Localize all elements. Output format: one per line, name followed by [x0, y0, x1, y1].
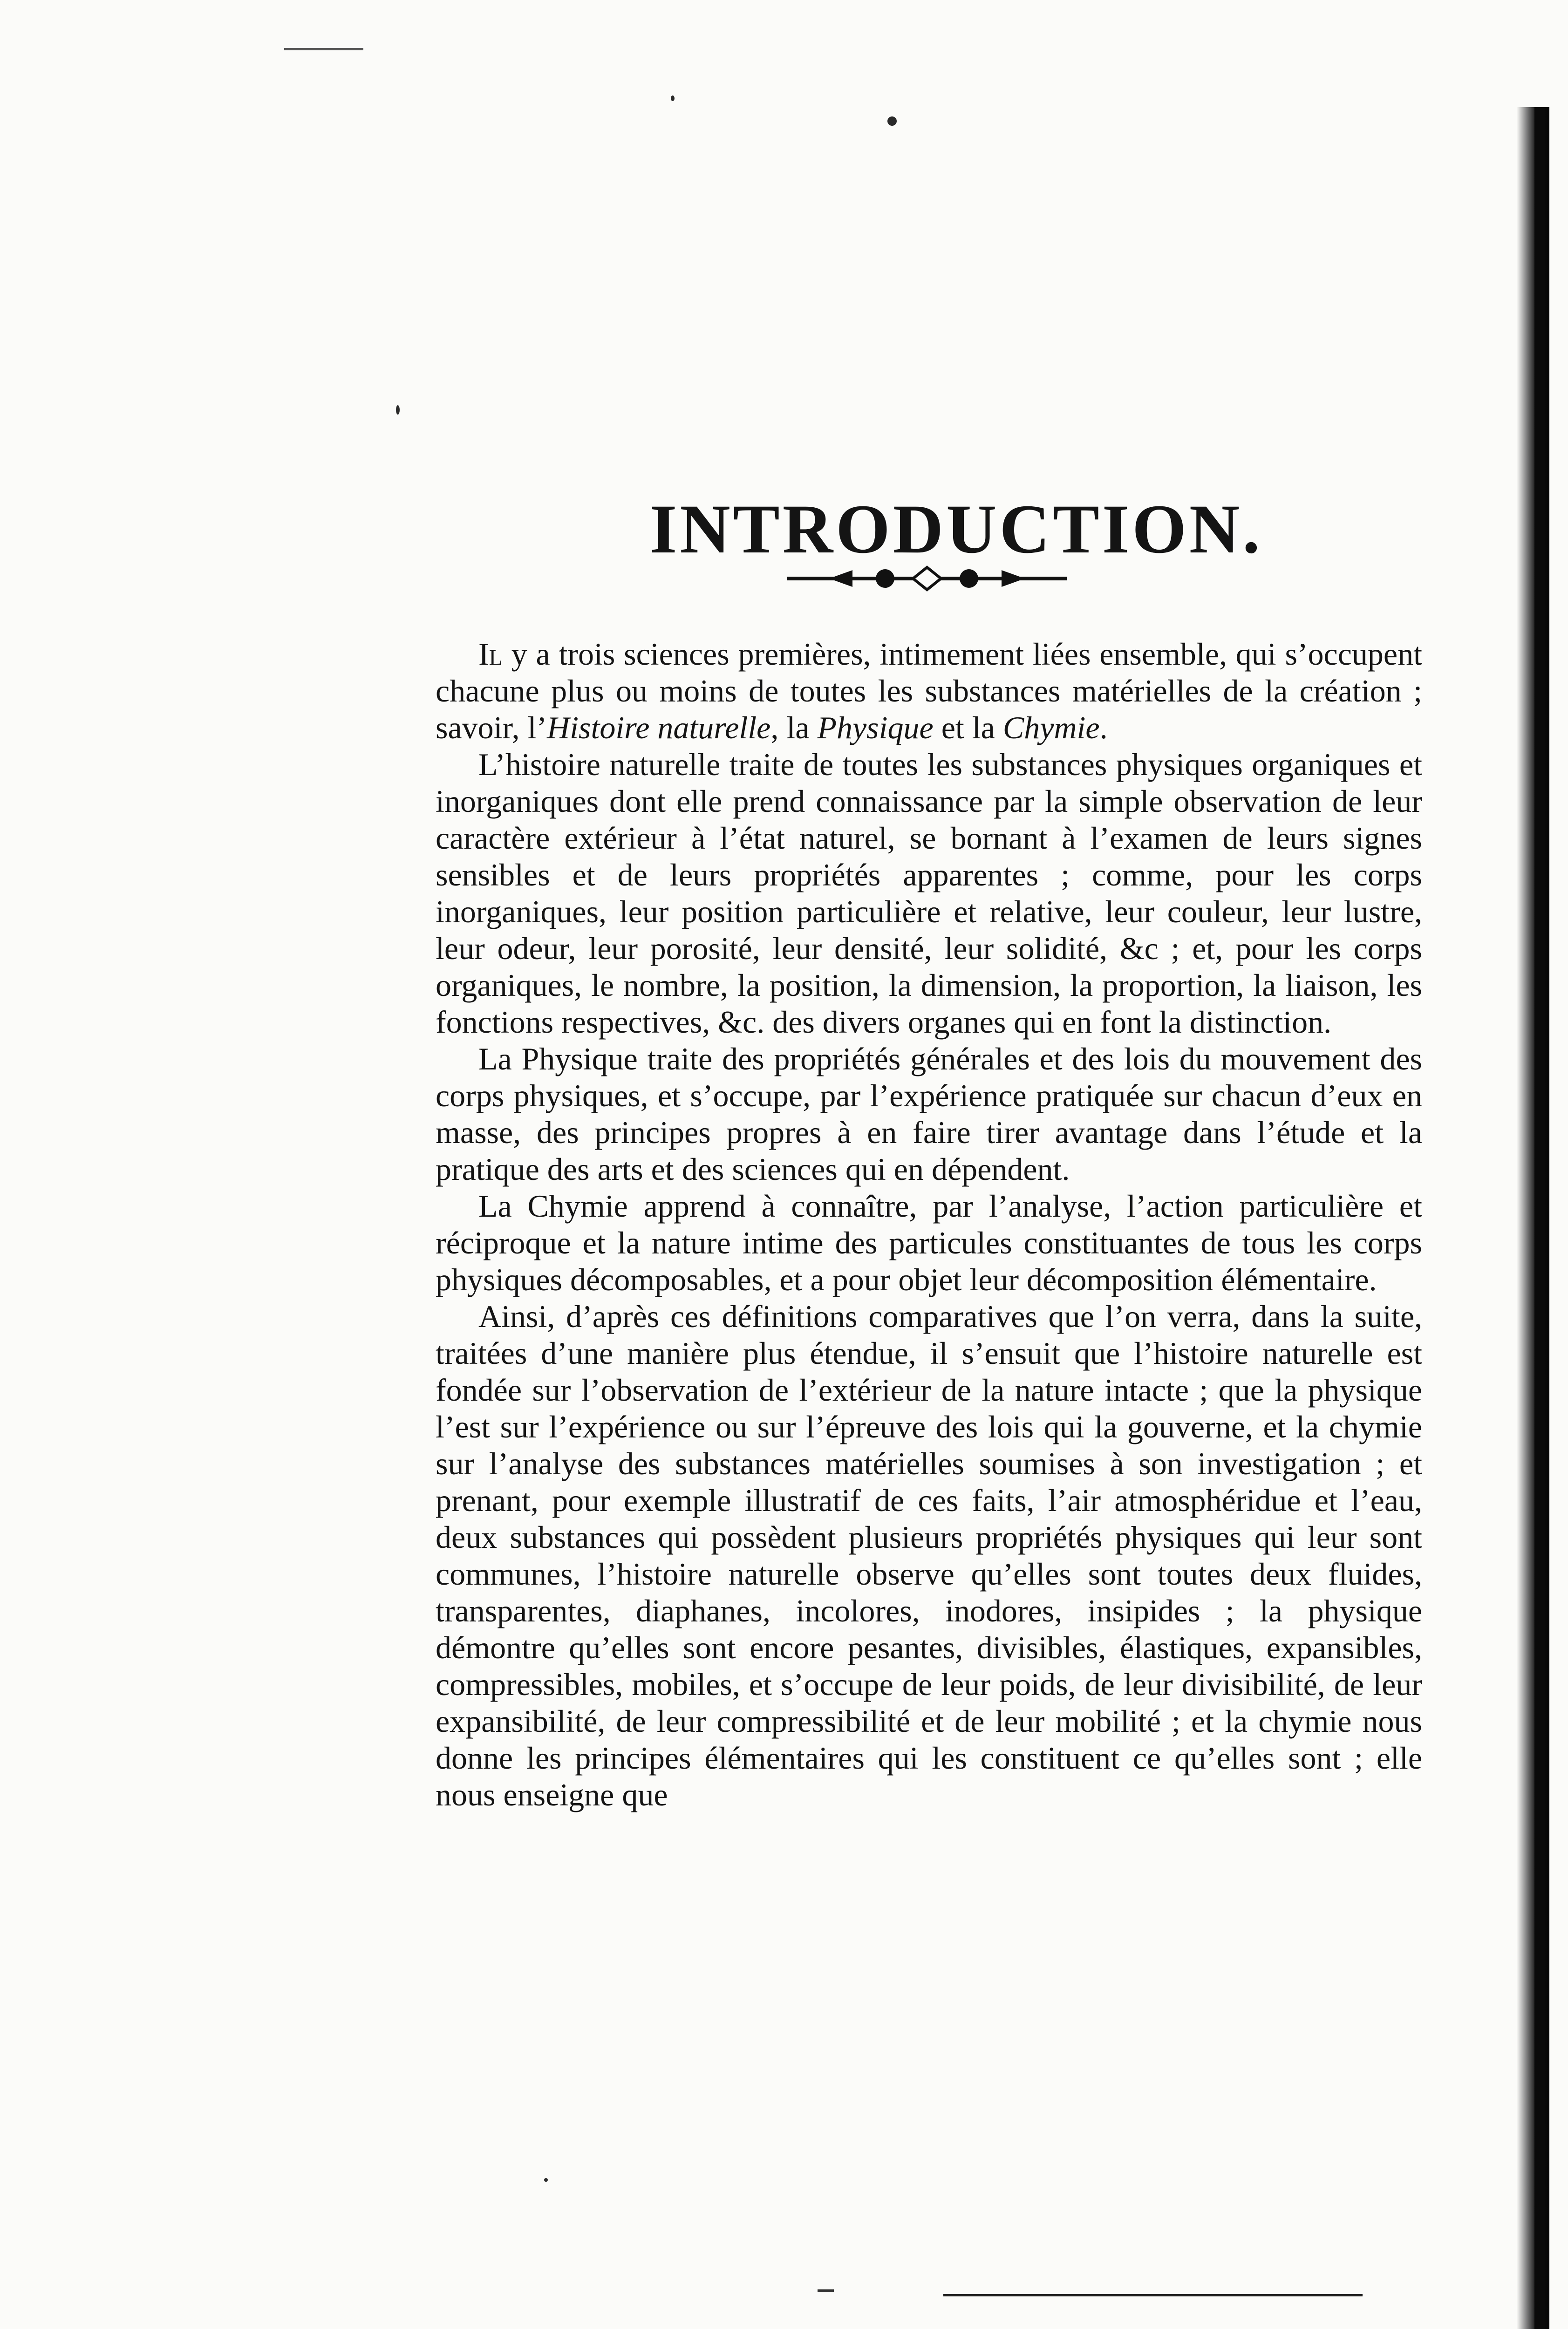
text-run: L’histoire naturelle traite de toutes les substances physiques organiques et inorganiques dont elle prend connaissance par la simple observation de leur caractère extérieur à l’état naturel, se bornant à l’examen de leurs signes sensibles et de leurs propriétés apparentes ; comme, pour les corps inorganiques, leur position particulière et relative, leur couleur, leur lustre, leur odeur, leur porosité, leur densité, leur solidité, &c ; et, pour les corps organiques, le nombre, la position, la dimension, la proportion, la liaison, les fonctions respectives, &c. des divers organes qui en font la distinction.: [436, 747, 1422, 1040]
paragraph: [436, 636, 1422, 746]
scan-speck: [887, 116, 897, 126]
paragraph: [436, 746, 1422, 1041]
text-run: et la: [933, 710, 1003, 745]
text-run: y a trois sciences premières, intimement liées ensemble, qui s’occupent chacune plus ou moins de toutes les substances matérielles de la création ; savoir, l’: [436, 636, 1422, 745]
scan-speck: [396, 405, 400, 415]
text-run: La Chymie apprend à connaître, par l’analyse, l’action particulière et réciproque et la nature intime des particules constituantes de tous les corps physiques décomposables, et a pour objet leur décomposition élémentaire.: [436, 1188, 1422, 1297]
text-run: La Physique traite des propriétés générales et des lois du mouvement des corps physiques, et s’occupe, par l’expérience pratiquée sur chacun d’eux en masse, des principes propres à en faire tirer avantage dans l’étude et la pratique des arts et des sciences qui en dépendent.: [436, 1041, 1422, 1187]
body-text: [436, 636, 1422, 1813]
scan-top-rule: [284, 48, 363, 50]
book-spine-edge: [1534, 107, 1544, 2329]
italic-term: Chymie: [1002, 710, 1100, 745]
ornament-divider: [787, 564, 1067, 592]
scan-bottom-dash: [818, 2289, 834, 2292]
scan-bottom-rule: [943, 2294, 1363, 2296]
paragraph: [436, 1298, 1422, 1813]
italic-term: Histoire naturelle: [547, 710, 771, 745]
book-spine-shadow: [1517, 107, 1549, 2329]
text-run: Ainsi, d’après ces définitions comparatives que l’on verra, dans la suite, traitées d’une manière plus étendue, il s’ensuit que l’histoire naturelle est fondée sur l’observation de l’extérieur de la nature intacte ; que la physique l’est sur l’expérience ou sur l’épreuve des lois qui la gouverne, et la chymie sur l’analyse des substances matérielles soumises à son investigation ; et prenant, pour exemple illustratif de ces faits, l’air atmosphéridue et l’eau, deux substances qui possèdent plusieurs propriétés physiques qui leur sont communes, l’histoire naturelle observe qu’elles sont toutes deux fluides, transparentes, diaphanes, incolores, inodores, insipides ; la physique démontre qu’elles sont encore pesantes, divisibles, élastiques, expansibles, compressibles, mobiles, et s’occupe de leur poids, de leur divisibilité, de leur expansibilité, de leur compressibilité et de leur mobilité ; et la chymie nous donne les principes élémentaires qui les constituent ce qu’elles sont ; elle nous enseigne que: [436, 1299, 1422, 1812]
text-run: , la: [770, 710, 818, 745]
scan-speck: [544, 2178, 548, 2182]
page-title: INTRODUCTION.: [650, 490, 1263, 568]
paragraph: [436, 1041, 1422, 1188]
text-run: .: [1099, 710, 1108, 745]
scan-speck: [671, 95, 675, 101]
paragraph-first-word: Il: [478, 636, 503, 672]
italic-term: Physique: [817, 710, 934, 745]
paragraph: [436, 1188, 1422, 1298]
